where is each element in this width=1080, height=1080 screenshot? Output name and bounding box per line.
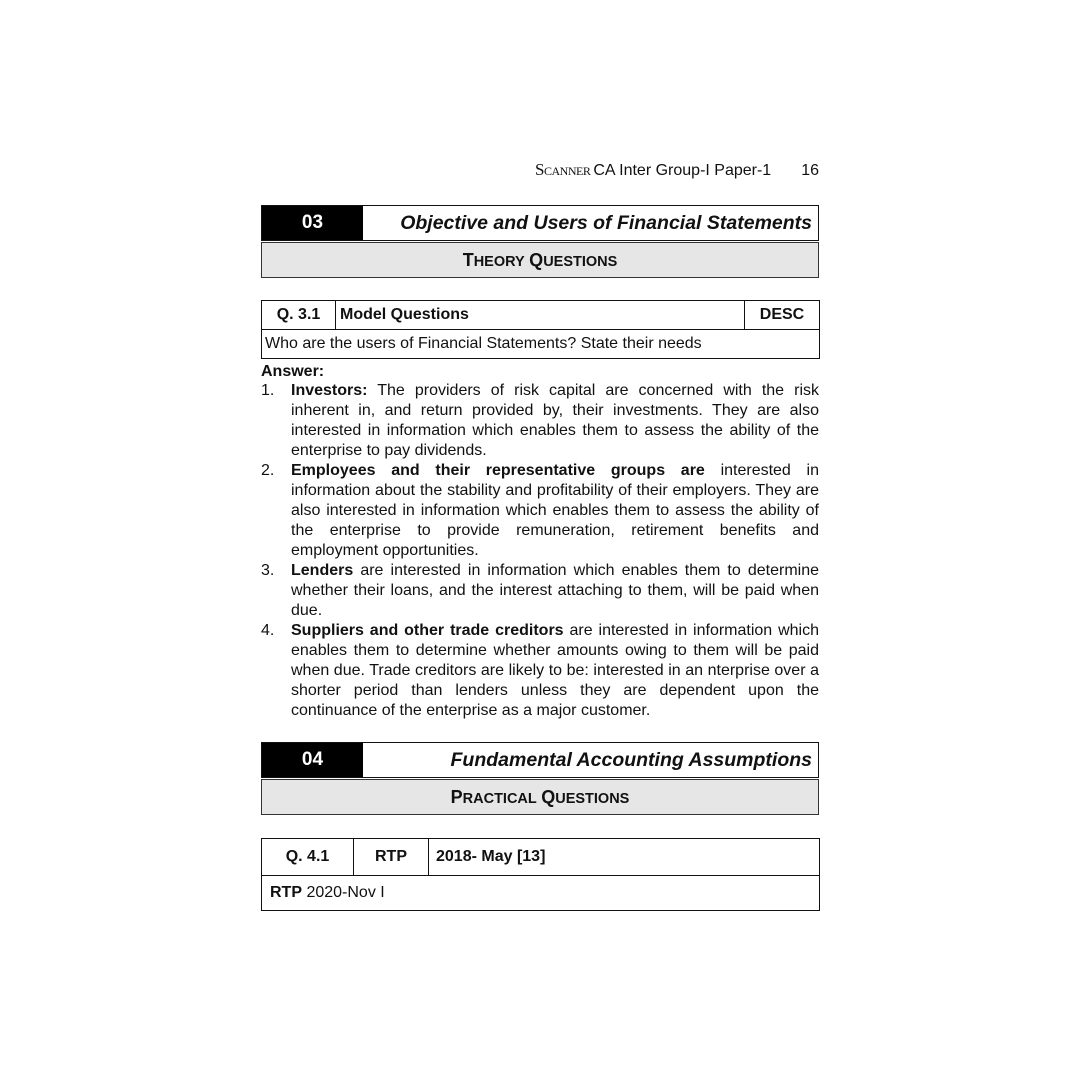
running-header — [535, 158, 819, 183]
answer-label: Answer: — [261, 363, 325, 380]
question-text: Who are the users of Financial Statements? State their needs — [262, 330, 820, 359]
list-item: 1. Investors: The providers of risk capital are concerned with the risk inherent in, and return provided by, their investments. They are also interested in information which enables them to assess the ability of the enterprise to pay dividends. — [261, 382, 819, 459]
section-heading-theory: THEORY QUESTIONS — [261, 242, 819, 278]
chapter-heading-04 — [261, 742, 819, 778]
list-item: 4. Suppliers and other trade creditors are interested in information which enables them to determine whether amounts owing to them will be paid when due. Trade creditors are likely to be: interested in an nterprise over a shorter period than lenders unless they are dependent upon the continuance of the enterprise as a major customer. — [261, 622, 820, 719]
header-title: CA Inter Group-I Paper-1 — [593, 162, 772, 179]
question-ref: 2018- May [13] — [429, 839, 820, 876]
question-label: Model Questions — [336, 301, 745, 330]
question-table-3-1 — [261, 300, 820, 359]
chapter-heading-03 — [261, 205, 819, 241]
chapter-number: 03 — [262, 206, 363, 240]
chapter-title: Objective and Users of Financial Statements — [400, 212, 812, 234]
question-table-4-1 — [261, 838, 820, 911]
question-row-2: RTP 2020-Nov I — [262, 876, 820, 911]
page-number: 16 — [801, 162, 819, 179]
section-heading-practical: PRACTICAL QUESTIONS — [261, 779, 819, 815]
answer-list — [261, 381, 819, 721]
list-item: 3. Lenders are interested in information which enables them to determine whether their loans, and the interest attaching to them, will be paid when due. — [261, 562, 819, 619]
list-item: 2. Employees and their representative groups are interested in information about the stability and profitability of their employers. They are also interested in information which enables them to assess the ability of the enterprise to provide remuneration, retirement benefits and employment opportunities. — [261, 462, 820, 559]
question-id: Q. 3.1 — [262, 301, 336, 330]
question-id: Q. 4.1 — [262, 839, 354, 876]
chapter-number: 04 — [262, 743, 363, 777]
scanner-logo: SCANNER — [535, 160, 591, 179]
question-type: DESC — [745, 301, 820, 330]
question-source: RTP — [354, 839, 429, 876]
chapter-title: Fundamental Accounting Assumptions — [450, 749, 812, 771]
